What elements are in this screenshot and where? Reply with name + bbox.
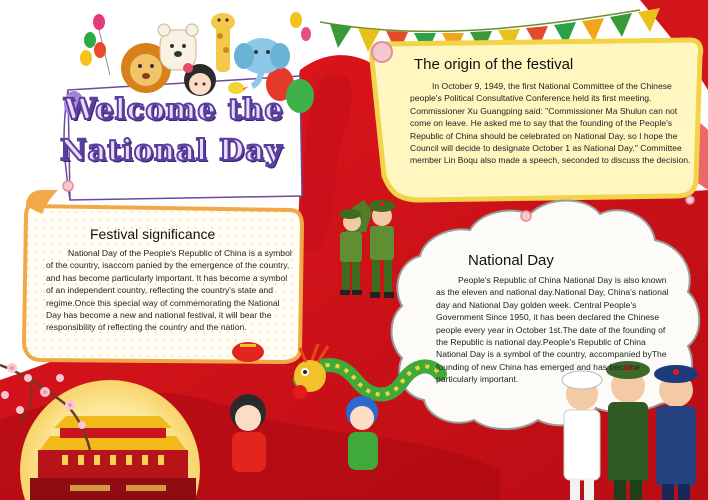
national-day-paragraph: People's Republic of China National Day is also known as the eleven and national day.National Day, China's national day and National Day golden week. Central People's Government Since 1950, it has been declared the Chinese people every year in October 1st.The date of the founding of the Republic is national day.People's Republic of China National Day is a symbol of the country, accompanied byThe founding of new China has emerged and has become particularly important. (436, 275, 669, 385)
significance-paragraph: National Day of the People's Republic of China is a symbol of the country, isaccom panied by the emergence of the country, and has become particularly important. It has become a symbol of an independent country, reflecting the country's state and regime.Once this special way of commemorating the National Day has become a new and national festival, it will bear the responsibility of reflecting the country and the nation. (46, 248, 292, 333)
national-day-heading: National Day (468, 252, 554, 269)
title-line-2: National Day (60, 133, 283, 167)
bear-icon (158, 24, 198, 70)
national-day-text (436, 274, 672, 386)
title-line-1: Welcome the (64, 92, 284, 126)
significance-heading: Festival significance (90, 226, 216, 242)
origin-heading: The origin of the festival (414, 56, 574, 73)
giraffe-icon (211, 13, 235, 72)
origin-text (410, 80, 694, 167)
origin-paragraph: In October 9, 1949, the first National Committee of the Chinese people's Political Consultative Conference held its first meeting. Commissioner Xu Guangping said: "Commissioner Ma Shulun can not come on leave. He asked me to say that the founding of the People's Republic of China should be celebrated on National Day, so I hope the Council will decide to designate October 1 as National Day." Committee member Lin Boqu also made a speech, seconded to discuss the decision. (410, 81, 691, 166)
significance-text (46, 247, 296, 334)
